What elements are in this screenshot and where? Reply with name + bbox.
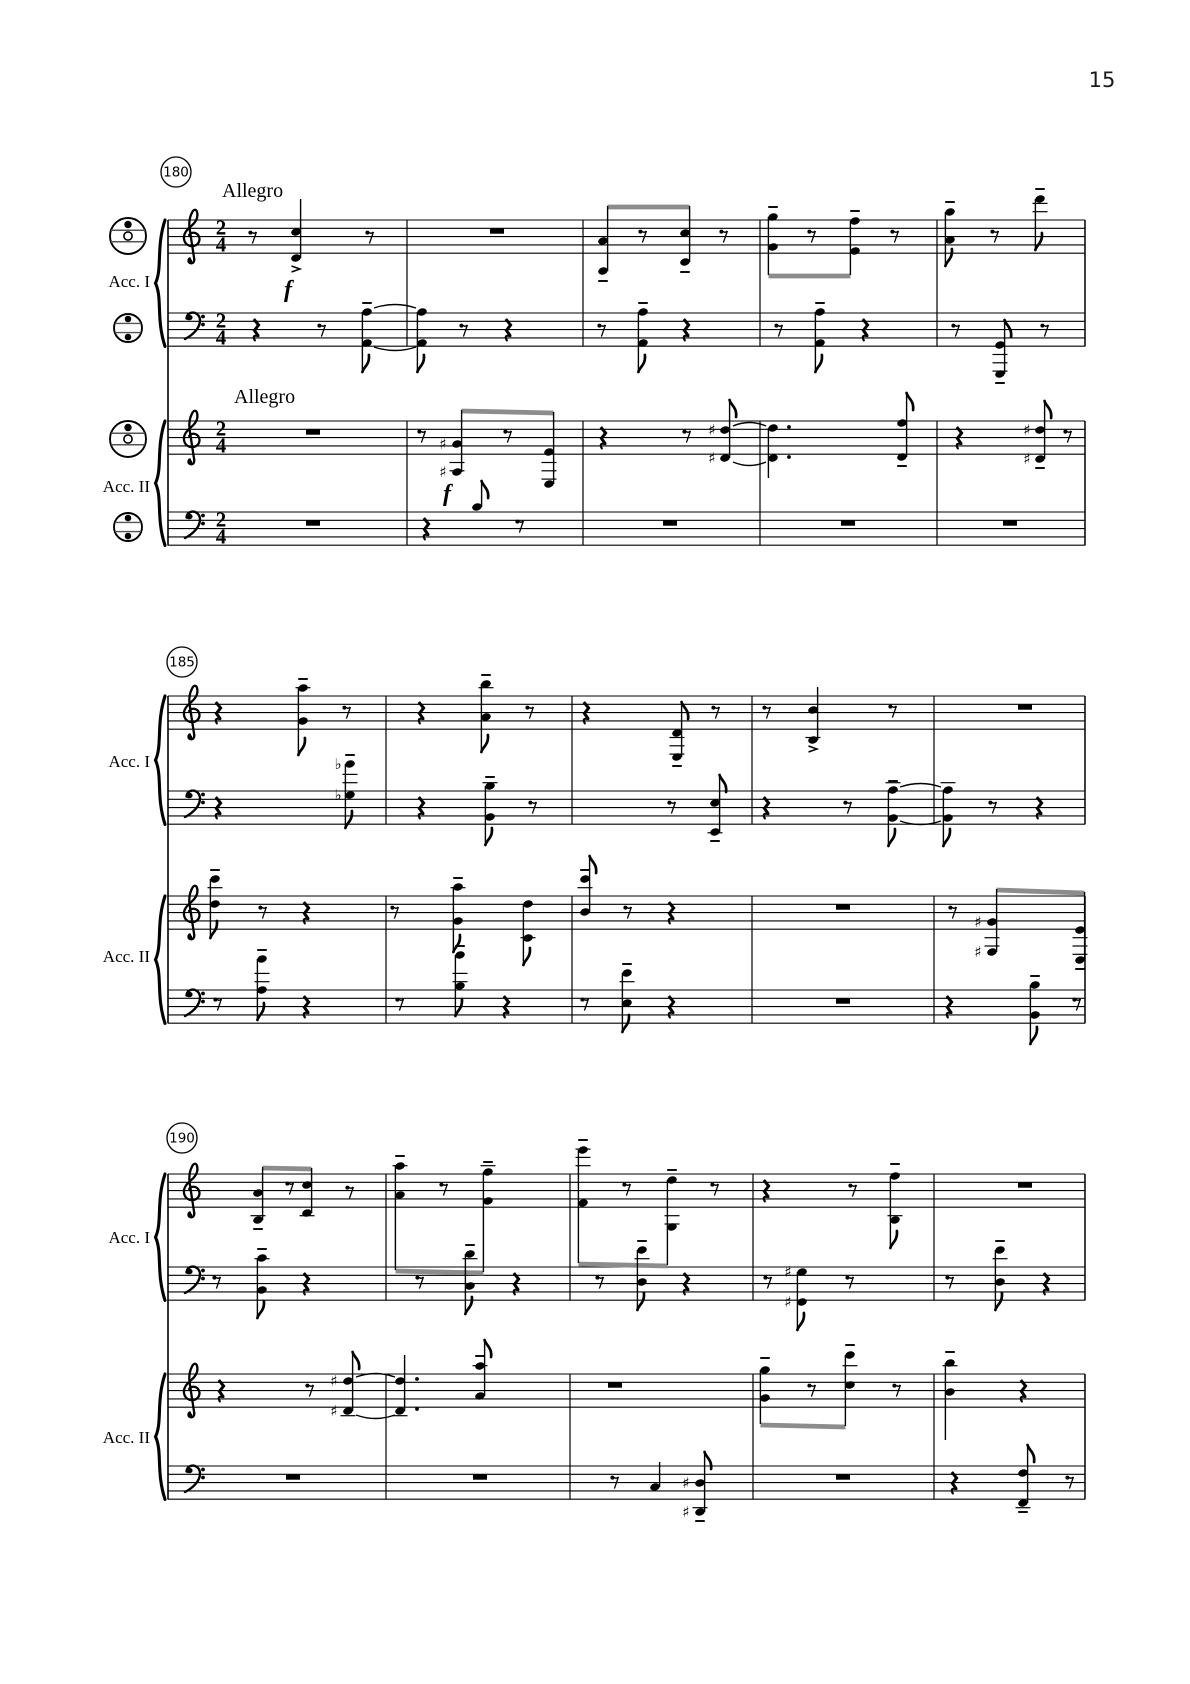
tempo-marking: Allegro	[222, 180, 284, 202]
accent-mark	[809, 746, 818, 752]
bass-clef-icon	[201, 315, 205, 319]
eighth-flag	[482, 481, 489, 498]
eighth-flag	[943, 829, 950, 846]
beam	[396, 1271, 484, 1273]
tie	[733, 423, 766, 427]
bass-clef-icon	[201, 992, 205, 996]
tempo-marking: Allegro	[234, 386, 296, 408]
bass-clef-icon	[201, 1468, 205, 1472]
accidental: ♯	[439, 435, 447, 453]
accidental: ♭	[334, 755, 342, 773]
eighth-flag	[995, 1293, 1002, 1310]
treble-clef-icon	[184, 1164, 200, 1213]
eighth-rest	[345, 1186, 349, 1190]
part-label: Acc. I	[108, 1228, 150, 1247]
measure-rest	[608, 1382, 622, 1387]
bass-clef-icon	[185, 791, 200, 817]
measure-rest	[306, 520, 320, 525]
measure-rest	[836, 998, 850, 1003]
eighth-rest	[390, 906, 394, 910]
time-signature-numerator: 2	[215, 416, 227, 441]
eighth-rest	[638, 230, 642, 234]
eighth-rest	[623, 906, 627, 910]
eighth-flag	[485, 828, 492, 845]
eighth-rest	[948, 906, 952, 910]
rehearsal-number: 180	[163, 164, 189, 181]
eighth-rest	[415, 1276, 419, 1280]
augmentation-dot	[415, 1377, 419, 1381]
treble-clef-icon	[184, 1364, 200, 1413]
eighth-flag	[257, 1003, 264, 1020]
accordion-treble-register-icon	[124, 424, 131, 431]
eighth-rest	[1072, 998, 1076, 1002]
accordion-bass-register-icon	[125, 316, 132, 323]
tie	[356, 1415, 395, 1419]
dynamic-marking: f	[284, 277, 292, 303]
augmentation-dot	[787, 425, 791, 429]
dynamic-marking: f	[443, 481, 451, 507]
treble-clef-icon	[184, 686, 200, 735]
eighth-rest	[595, 1276, 599, 1280]
bass-clef-icon	[201, 1476, 205, 1480]
accordion-treble-register-icon	[124, 435, 132, 443]
eighth-flag	[797, 1313, 804, 1330]
part-label: Acc. II	[102, 1428, 150, 1447]
measure-rest	[1003, 520, 1017, 525]
eighth-flag	[257, 1301, 264, 1318]
measure-rest	[1018, 704, 1032, 709]
eighth-rest	[711, 706, 715, 710]
bass-clef-icon	[201, 1000, 205, 1004]
accent-mark	[292, 266, 301, 272]
eighth-rest	[890, 230, 894, 234]
brace-icon	[156, 696, 166, 824]
time-signature-numerator: 2	[215, 215, 227, 240]
eighth-flag	[890, 1231, 897, 1248]
eighth-rest	[845, 1276, 849, 1280]
brace-icon	[156, 896, 166, 1023]
measure-rest	[836, 1474, 850, 1479]
eighth-flag	[417, 355, 424, 372]
eighth-rest	[248, 231, 252, 235]
eighth-flag	[1035, 233, 1042, 250]
eighth-rest	[667, 801, 671, 805]
accidental: ♯	[974, 943, 982, 961]
eighth-flag	[1028, 1445, 1035, 1462]
eighth-rest	[258, 906, 262, 910]
tie	[374, 347, 416, 351]
eighth-rest	[342, 706, 346, 710]
eighth-rest	[459, 324, 463, 328]
tie	[374, 305, 416, 309]
brace-icon	[156, 421, 166, 545]
eighth-flag	[590, 856, 597, 873]
time-signature-denominator: 4	[215, 232, 227, 257]
beam	[263, 1168, 312, 1169]
accordion-treble-register-icon	[124, 232, 132, 240]
time-signature-numerator: 2	[215, 507, 227, 532]
bass-clef-icon	[201, 1277, 205, 1281]
augmentation-dot	[787, 455, 791, 459]
accidental: ♯	[682, 1503, 690, 1521]
eighth-flag	[362, 355, 369, 372]
eighth-rest	[988, 801, 992, 805]
eighth-flag	[815, 355, 822, 372]
eighth-rest	[317, 324, 321, 328]
eighth-flag	[523, 948, 530, 965]
eighth-rest	[212, 1276, 216, 1280]
part-label: Acc. I	[108, 272, 150, 291]
accidental: ♯	[784, 1263, 792, 1281]
accordion-bass-register-icon	[125, 515, 132, 522]
time-signature-denominator: 4	[215, 325, 227, 350]
eighth-rest	[774, 324, 778, 328]
accidental: ♯	[708, 449, 716, 467]
bass-clef-icon	[185, 512, 200, 538]
brace-icon	[156, 220, 166, 346]
tie	[733, 462, 766, 466]
accidental: ♭	[334, 786, 342, 804]
bass-clef-icon	[185, 1466, 200, 1492]
measure-rest	[286, 1474, 300, 1479]
eighth-flag	[455, 999, 462, 1016]
eighth-flag	[730, 400, 737, 417]
treble-clef-icon	[187, 1413, 192, 1418]
part-label: Acc. II	[102, 947, 150, 966]
eighth-flag	[888, 829, 895, 846]
part-label: Acc. I	[108, 752, 150, 771]
eighth-rest	[610, 1476, 614, 1480]
measure-rest	[841, 520, 855, 525]
eighth-rest	[951, 324, 955, 328]
measure-rest	[836, 904, 850, 909]
treble-clef-icon	[184, 210, 200, 259]
treble-clef-icon	[187, 735, 192, 740]
eighth-flag	[465, 1297, 472, 1314]
eighth-rest	[528, 801, 532, 805]
eighth-rest	[365, 231, 369, 235]
bass-clef-icon	[185, 1267, 200, 1293]
bass-clef-icon	[201, 522, 205, 526]
brace-icon	[156, 1374, 166, 1499]
eighth-rest	[807, 1384, 811, 1388]
time-signature-numerator: 2	[215, 308, 227, 333]
eighth-flag	[907, 393, 914, 410]
eighth-flag	[1045, 401, 1052, 418]
augmentation-dot	[415, 1407, 419, 1411]
beam	[761, 1425, 846, 1427]
eighth-rest	[1040, 324, 1044, 328]
eighth-rest	[1065, 1476, 1069, 1480]
eighth-flag	[720, 775, 727, 792]
eighth-flag	[481, 735, 488, 752]
bass-clef-icon	[201, 793, 205, 797]
treble-clef-icon	[187, 259, 192, 264]
accidental: ♯	[784, 1293, 792, 1311]
eighth-flag	[453, 935, 460, 952]
eighth-rest	[305, 1384, 309, 1388]
accidental: ♯	[439, 463, 447, 481]
eighth-rest	[580, 998, 584, 1002]
bass-clef-icon	[201, 1269, 205, 1273]
time-signature-denominator: 4	[215, 433, 227, 458]
beam	[579, 1264, 668, 1266]
eighth-flag	[1030, 1027, 1037, 1044]
eighth-flag	[638, 355, 645, 372]
accidental: ♯	[1023, 421, 1031, 439]
accordion-bass-register-icon	[125, 533, 132, 540]
eighth-rest	[503, 430, 507, 434]
treble-clef-icon	[184, 411, 200, 460]
eighth-rest	[807, 230, 811, 234]
eighth-flag	[298, 738, 305, 755]
accordion-treble-register-icon	[124, 221, 131, 228]
rehearsal-number: 185	[169, 654, 195, 671]
bass-clef-icon	[185, 990, 200, 1016]
rehearsal-number: 190	[169, 1130, 195, 1147]
eighth-rest	[417, 430, 421, 434]
accidental: ♯	[708, 421, 716, 439]
eighth-flag	[945, 249, 952, 266]
eighth-flag	[485, 1340, 492, 1357]
eighth-rest	[945, 1276, 949, 1280]
eighth-rest	[848, 1184, 852, 1188]
brace-icon	[156, 1174, 166, 1300]
accidental: ♯	[330, 1372, 338, 1390]
eighth-flag	[637, 1293, 644, 1310]
eighth-rest	[439, 1183, 443, 1187]
accidental: ♯	[682, 1474, 690, 1492]
measure-rest	[473, 1474, 487, 1479]
measure-rest	[1018, 1182, 1032, 1187]
beam	[997, 890, 1085, 893]
accordion-bass-register-icon	[125, 334, 132, 341]
eighth-rest	[213, 998, 217, 1002]
time-signature-denominator: 4	[215, 524, 227, 549]
bass-clef-icon	[201, 323, 205, 327]
tie	[900, 784, 941, 788]
treble-clef-icon	[187, 460, 192, 465]
eighth-rest	[682, 430, 686, 434]
eighth-rest	[597, 324, 601, 328]
eighth-rest	[763, 1276, 767, 1280]
eighth-rest	[888, 705, 892, 709]
eighth-rest	[515, 520, 519, 524]
treble-clef-icon	[187, 1213, 192, 1218]
bass-clef-icon	[185, 313, 200, 339]
accidental: ♯	[974, 913, 982, 931]
beam	[462, 411, 554, 413]
eighth-rest	[395, 998, 399, 1002]
eighth-rest	[990, 230, 994, 234]
accidental: ♯	[330, 1402, 338, 1420]
eighth-rest	[762, 706, 766, 710]
treble-clef-icon	[184, 886, 200, 935]
eighth-rest	[719, 230, 723, 234]
eighth-flag	[353, 1352, 360, 1369]
eighth-rest	[622, 1183, 626, 1187]
eighth-rest	[525, 706, 529, 710]
page-number: 15	[1088, 68, 1116, 92]
bass-clef-icon	[201, 801, 205, 805]
measure-rest	[663, 520, 677, 525]
eighth-rest	[710, 1183, 714, 1187]
eighth-flag	[1005, 320, 1012, 337]
measure-rest	[306, 429, 320, 434]
eighth-rest	[892, 1384, 896, 1388]
eighth-rest	[285, 1182, 289, 1186]
accidental: ♯	[1023, 450, 1031, 468]
eighth-rest	[843, 801, 847, 805]
treble-clef-icon	[187, 935, 192, 940]
part-label: Acc. II	[102, 477, 150, 496]
bass-clef-icon	[201, 514, 205, 518]
measure-rest	[490, 228, 504, 233]
eighth-flag	[345, 811, 352, 828]
eighth-rest	[1063, 430, 1067, 434]
